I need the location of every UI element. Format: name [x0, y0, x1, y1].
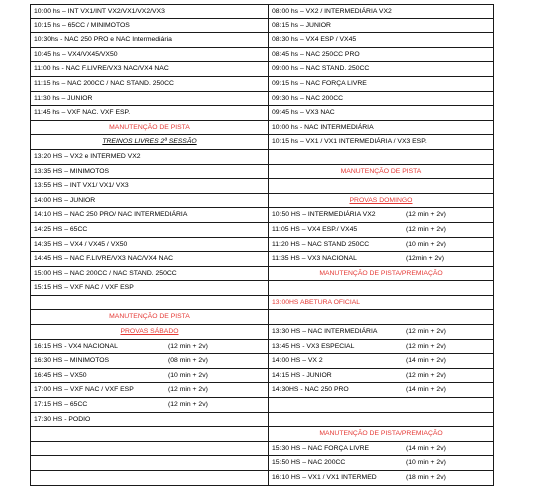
- schedule-row: [30, 165, 268, 180]
- schedule-row-label: 15:15 HS – VXF NAC / VXF ESP: [34, 284, 134, 292]
- schedule-row-label: 11:05 HS – VX4 ESP./ VX45: [272, 225, 358, 233]
- schedule-row-label: 11:15 hs – NAC 200CC / NAC STAND. 250CC: [34, 79, 174, 87]
- schedule-row-label: 10:15 hs – 65CC / MINIMOTOS: [34, 21, 130, 29]
- session-subheading: [30, 135, 268, 150]
- schedule-row: [30, 48, 268, 63]
- empty-row: [268, 281, 494, 296]
- schedule-row-label: 08:15 hs – JUNIOR: [272, 21, 331, 29]
- schedule-row-label: 11:35 HS – VX3 NACIONAL: [272, 255, 357, 263]
- race-duration: (14 min + 2v): [406, 444, 446, 452]
- schedule-row-label: 14:25 HS – 65CC: [34, 225, 88, 233]
- schedule-row: [268, 296, 494, 311]
- schedule-row-label: 13:35 HS – MINIMOTOS: [34, 167, 110, 175]
- empty-row: [30, 442, 268, 457]
- section-heading: [268, 267, 494, 282]
- empty-row: [268, 310, 494, 325]
- schedule-row-label: 13:55 HS – INT VX1/ VX1/ VX3: [34, 182, 129, 190]
- schedule-row-label: 08:00 hs – VX2 / INTERMEDIÁRIA VX2: [272, 8, 392, 15]
- schedule-row-label: 15:50 HS – NAC 200CC: [272, 459, 346, 467]
- schedule-row: [30, 354, 268, 369]
- schedule-row: [30, 150, 268, 165]
- section-heading: [268, 194, 494, 209]
- section-heading-text: MANUTENÇÃO DE PISTA: [340, 167, 422, 175]
- schedule-row-label: 16:30 HS – MINIMOTOS: [34, 357, 110, 365]
- section-heading: [30, 325, 268, 340]
- schedule-row-label: 11:00 hs - NAC F.LIVRE/VX3 NAC/VX4 NAC: [34, 65, 169, 73]
- race-duration: (12 min + 2v): [168, 401, 208, 409]
- schedule-row: [268, 62, 494, 77]
- section-heading-text: MANUTENÇÃO DE PISTA: [109, 123, 190, 131]
- schedule-row-label: 14:00 HS – JUNIOR: [34, 196, 96, 204]
- schedule-row: [268, 223, 494, 238]
- schedule-row-label: 16:15 HS - VX4 NACIONAL: [34, 342, 118, 350]
- schedule-row-label: 17:00 HS – VXF NAC / VXF ESP: [34, 386, 134, 394]
- schedule-row: [268, 354, 494, 369]
- schedule-row: [30, 33, 268, 48]
- race-duration: (12 min + 2v): [406, 371, 446, 379]
- race-duration: (12 min + 2v): [406, 211, 446, 219]
- schedule-row-label: 08:45 hs – NAC 250CC PRO: [272, 50, 360, 58]
- schedule-row-label: 14:00 HS – VX 2: [272, 357, 323, 365]
- schedule-row-label: 15:00 HS – NAC 200CC / NAC STAND. 250CC: [34, 269, 177, 277]
- schedule-row: [30, 340, 268, 355]
- schedule-row: [268, 77, 494, 92]
- schedule-row: [268, 106, 494, 121]
- schedule-row-label: 10:30hs - NAC 250 PRO e NAC Intermediária: [34, 36, 172, 44]
- schedule-row: [30, 413, 268, 428]
- schedule-row: [268, 471, 494, 486]
- schedule-row: [30, 194, 268, 209]
- schedule-row: [30, 252, 268, 267]
- schedule-row: [30, 383, 268, 398]
- schedule-row: [30, 208, 268, 223]
- empty-row: [30, 427, 268, 442]
- schedule-row: [268, 33, 494, 48]
- schedule-row-label: 16:10 HS – VX1 / VX1 INTERMED: [272, 474, 377, 481]
- schedule-row-label: 08:30 hs – VX4 ESP / VX45: [272, 36, 357, 44]
- schedule-row-label: 10:00 hs - NAC INTERMEDIÁRIA: [272, 123, 374, 131]
- schedule-row-label: 13:20 HS – VX2 e INTERMED VX2: [34, 152, 141, 160]
- race-duration: (12 min + 2v): [406, 328, 446, 336]
- schedule-row: [30, 4, 268, 19]
- schedule-row-label: 17:15 HS – 65CC: [34, 401, 88, 409]
- schedule-row: [268, 208, 494, 223]
- schedule-row: [268, 48, 494, 63]
- schedule-row: [268, 135, 494, 150]
- section-heading-text: PROVAS DOMINGO: [349, 196, 413, 204]
- schedule-row: [268, 442, 494, 457]
- section-heading-text: PROVAS SÁBADO: [120, 328, 179, 336]
- race-duration: (12 min + 2v): [168, 342, 208, 350]
- race-duration: (12 min + 2v): [406, 342, 446, 350]
- schedule-row: [30, 267, 268, 282]
- schedule-row: [268, 340, 494, 355]
- schedule-row: [30, 77, 268, 92]
- schedule-row-label: 10:00 hs – INT VX1/INT VX2/VX1/VX2/VX3: [34, 8, 165, 15]
- schedule-row-label: 10:15 hs – VX1 / VX1 INTERMEDIÁRIA / VX3 ESP.: [272, 138, 427, 146]
- schedule-row-label: 11:45 hs – VXF NAC. VXF ESP.: [34, 109, 131, 117]
- schedule-row-label: 14:30HS - NAC 250 PRO: [272, 386, 349, 394]
- empty-row: [268, 179, 494, 194]
- race-duration: (18 min + 2v): [406, 474, 446, 481]
- schedule-row-label: 16:45 HS – VX50: [34, 371, 87, 379]
- section-heading: [30, 121, 268, 136]
- race-duration: (12 min + 2v): [168, 386, 208, 394]
- schedule-row-label: 09:45 hs – VX3 NAC: [272, 109, 335, 117]
- race-duration: (14 min + 2v): [406, 357, 446, 365]
- empty-row: [30, 296, 268, 311]
- schedule-row: [268, 252, 494, 267]
- schedule-row: [30, 238, 268, 253]
- section-heading: [30, 310, 268, 325]
- schedule-row-label: 09:15 hs – NAC FORÇA LIVRE: [272, 79, 367, 87]
- schedule-row: [30, 398, 268, 413]
- schedule-row-label: 11:30 hs – JUNIOR: [34, 94, 93, 102]
- schedule-row: [30, 62, 268, 77]
- race-duration: (10 min + 2v): [406, 459, 446, 467]
- empty-row: [268, 150, 494, 165]
- schedule-row-label: 10:50 HS – INTERMEDIÁRIA VX2: [272, 211, 376, 219]
- schedule-row-label: 10:45 hs – VX4/VX45/VX50: [34, 50, 118, 58]
- saturday-column: [30, 4, 268, 486]
- schedule-row-label: 09:00 hs – NAC STAND. 250CC: [272, 65, 370, 73]
- schedule-row: [30, 223, 268, 238]
- schedule-row-label: 14:15 HS - JUNIOR: [272, 371, 332, 379]
- section-heading: [268, 427, 494, 442]
- sunday-column: [268, 4, 494, 486]
- schedule-row-label: 14:45 HS – NAC F.LIVRE/VX3 NAC/VX4 NAC: [34, 255, 174, 263]
- schedule-row: [30, 179, 268, 194]
- schedule-row-label: 13:30 HS – NAC INTERMEDIÁRIA: [272, 328, 378, 336]
- section-heading-text: MANUTENÇÃO DE PISTA/PREMIAÇÃO: [319, 269, 443, 277]
- race-duration: (12 min + 2v): [406, 225, 446, 233]
- schedule-row-label: 09:30 hs – NAC 200CC: [272, 94, 344, 102]
- section-heading-text: MANUTENÇÃO DE PISTA/PREMIAÇÃO: [319, 430, 443, 438]
- schedule-row-label: 15:30 HS – NAC FORÇA LIVRE: [272, 444, 370, 452]
- race-duration: (12min + 2v): [406, 255, 444, 263]
- race-duration: (14 min + 2v): [406, 386, 446, 394]
- schedule-row: [30, 19, 268, 34]
- empty-row: [268, 398, 494, 413]
- schedule-row: [268, 238, 494, 253]
- race-duration: (10 min + 2v): [168, 371, 208, 379]
- schedule-row-label: 11:20 HS – NAC STAND 250CC: [272, 240, 370, 248]
- schedule-row-label: 17:30 HS - PODIO: [34, 415, 91, 423]
- empty-row: [268, 413, 494, 428]
- schedule-row: [30, 92, 268, 107]
- empty-row: [30, 456, 268, 471]
- schedule-row: [30, 369, 268, 384]
- race-duration: (08 min + 2v): [168, 357, 208, 365]
- schedule-row: [30, 106, 268, 121]
- section-heading-text: MANUTENÇÃO DE PISTA: [109, 313, 190, 321]
- schedule-row: [268, 369, 494, 384]
- schedule-row: [268, 383, 494, 398]
- schedule-row-label: 13:45 HS - VX3 ESPECIAL: [272, 342, 355, 350]
- schedule-row-label: 14:10 HS – NAC 250 PRO/ NAC INTERMEDIÁRIA: [34, 211, 188, 219]
- schedule-row: [30, 281, 268, 296]
- race-duration: (10 min + 2v): [406, 240, 446, 248]
- section-heading: [268, 165, 494, 180]
- schedule-row: [268, 121, 494, 136]
- schedule-row: [268, 456, 494, 471]
- empty-row: [30, 471, 268, 486]
- session-subheading-text: TREINOS LIVRES 2ª SESSÃO: [102, 138, 197, 146]
- schedule-row: [268, 4, 494, 19]
- schedule-row: [268, 92, 494, 107]
- schedule-row-label: 13:00HS ABETURA OFICIAL: [272, 298, 361, 306]
- schedule-row: [268, 19, 494, 34]
- schedule-row-label: 14:35 HS – VX4 / VX45 / VX50: [34, 240, 128, 248]
- schedule-row: [268, 325, 494, 340]
